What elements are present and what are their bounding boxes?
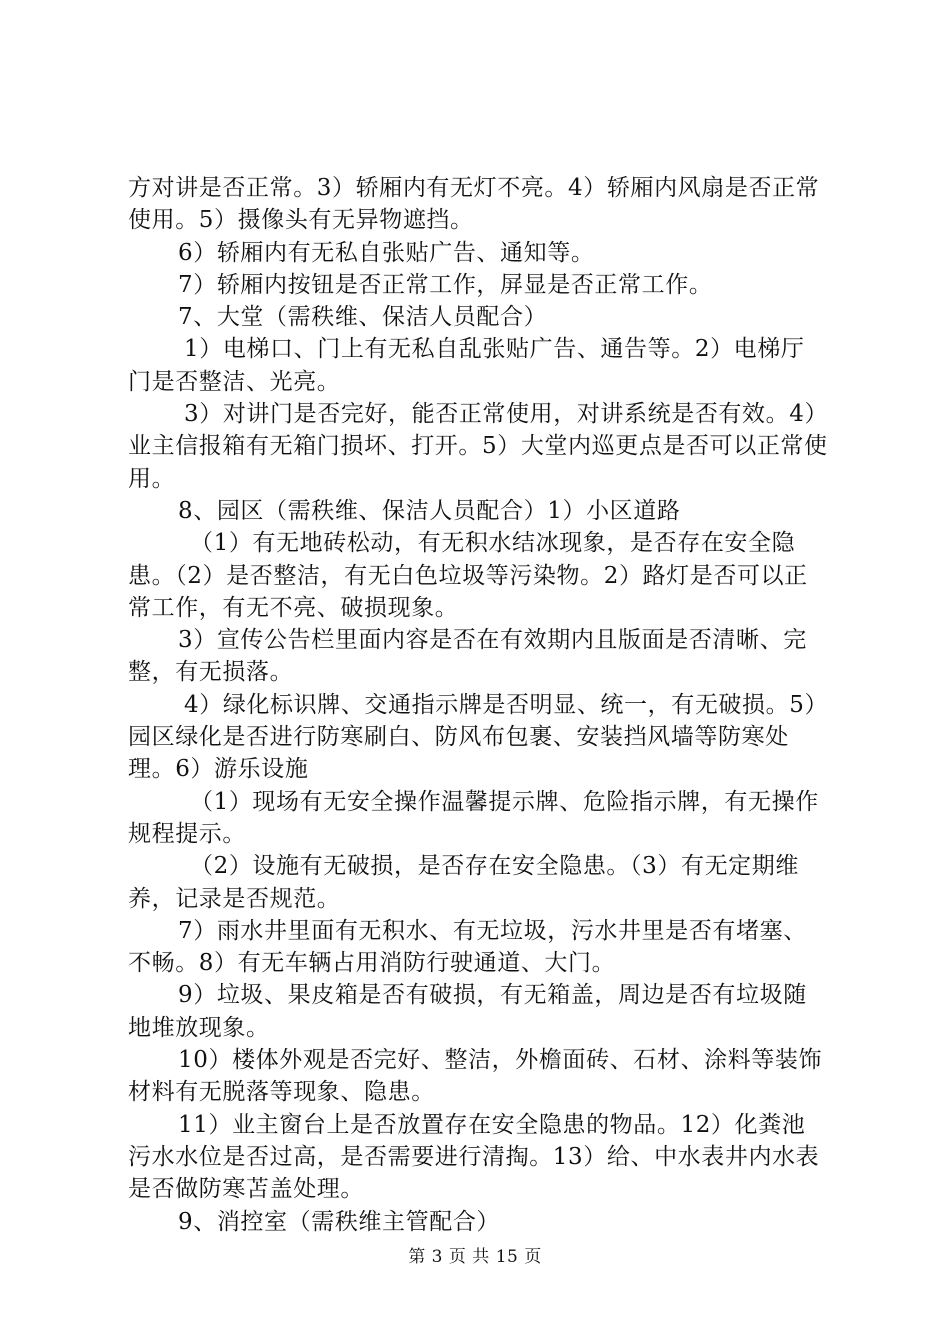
page-number: 第 3 页 共 15 页: [408, 1247, 542, 1267]
paragraph: 10）楼体外观是否完好、整洁，外檐面砖、石材、涂料等装饰材料有无脱落等现象、隐患。: [128, 1047, 823, 1106]
paragraph: 7）雨水井里面有无积水、有无垃圾，污水井里是否有堵塞、不畅。8）有无车辆占用消防行驶通道、大门。: [128, 917, 807, 977]
document-body: [128, 172, 828, 1238]
paragraph: （1）现场有无安全操作温馨提示牌、危险指示牌，有无操作规程提示。: [128, 788, 819, 847]
section-heading: 9、消控室（需秩维主管配合）: [178, 1208, 501, 1235]
paragraph: （2）设施有无破损，是否存在安全隐患。（3）有无定期维养，记录是否规范。: [128, 853, 799, 912]
paragraph: 9）垃圾、果皮箱是否有破损，有无箱盖，周边是否有垃圾随地堆放现象。: [128, 982, 807, 1041]
paragraph: 6）轿厢内有无私自张贴广告、通知等。: [178, 239, 595, 266]
paragraph: 方对讲是否正常。3）轿厢内有无灯不亮。4）轿厢内风扇是否正常使用。5）摄像头有无异物遮挡。: [128, 175, 820, 234]
paragraph: 7）轿厢内按钮是否正常工作，屏显是否正常工作。: [178, 271, 713, 298]
section-heading: 7、大堂（需秩维、保洁人员配合）: [178, 304, 548, 331]
paragraph: 1）电梯口、门上有无私自乱张贴广告、通告等。2）电梯厅门是否整洁、光亮。: [128, 336, 805, 395]
paragraph: 3）对讲门是否完好，能否正常使用，对讲系统是否有效。4）业主信报箱有无箱门损坏、打开。5）大堂内巡更点是否可以正常使用。: [128, 401, 828, 492]
paragraph: 11）业主窗台上是否放置存在安全隐患的物品。12）化粪池污水水位是否过高，是否需要进行清掏。13）给、中水表井内水表是否做防寒苫盖处理。: [128, 1111, 820, 1203]
section-heading: 8、园区（需秩维、保洁人员配合）1）小区道路: [178, 497, 681, 524]
paragraph: 3）宣传公告栏里面内容是否在有效期内且版面是否清晰、完整，有无损落。: [128, 627, 807, 686]
paragraph: 4）绿化标识牌、交通指示牌是否明显、统一，有无破损。5）园区绿化是否进行防寒刷白、防风布包裹、安装挡风墙等防寒处理。6）游乐设施: [128, 691, 817, 783]
paragraph: （1）有无地砖松动，有无积水结冰现象，是否存在安全隐患。（2）是否整洁，有无白色垃圾等污染物。2）路灯是否可以正常工作，有无不亮、破损现象。: [128, 530, 808, 621]
